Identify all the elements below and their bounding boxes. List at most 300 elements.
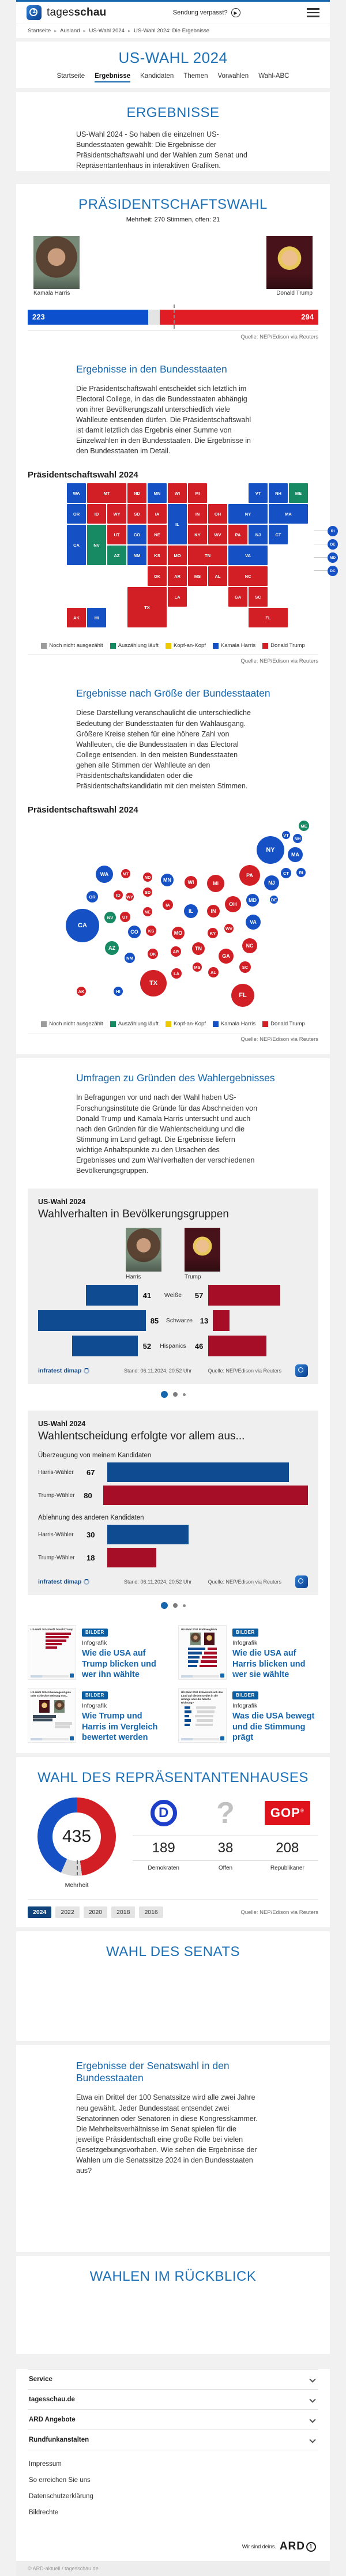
trump-photo (266, 236, 313, 289)
state-tile-FL[interactable]: FL (249, 608, 288, 627)
missed-broadcast-link[interactable] (173, 8, 240, 17)
tab-wahl-abc[interactable]: Wahl-ABC (258, 73, 289, 80)
teaser-thumbnail (28, 1688, 76, 1743)
legend-label: Noch nicht ausgezählt (49, 1021, 103, 1028)
house-majority-marker (77, 1860, 78, 1875)
legend-swatch-icon (110, 643, 116, 649)
ard-tagline: Wir sind deins. (242, 2544, 276, 2550)
state-bubble-LA[interactable]: LA (171, 968, 182, 979)
voter-bar (107, 1525, 189, 1544)
voter-group-label: Trump-Wähler (38, 1492, 75, 1499)
bilder-badge: BILDER (232, 1629, 258, 1637)
states-results-text: Die Präsidentschaftswahl entscheidet sich letztlich im Electoral College, in das die Bundesstaaten abhängig von ihrer Bevölkerungszahl unterschiedlich viele Wahlleute entsenden dürfen. Die Präsidentschaftswahl ist damit letztlich das Ergebnis einer Summe von Einzelwahlen in den Bundesstaaten. Die Ergebnisse in den Bundesstaaten im Detail. (76, 384, 251, 456)
thumb-title: US-Wahl 2024 Profil Donald Trump (31, 1628, 73, 1631)
trump-bar-cell (208, 1336, 308, 1356)
year-buttons (28, 1906, 163, 1918)
legend-label: Auszählung läuft (118, 642, 159, 649)
trump-value: 57 (194, 1291, 204, 1300)
state-bubble-ME[interactable]: ME (299, 821, 309, 831)
state-bubble-PA[interactable]: PA (239, 865, 260, 886)
carousel-dot-1[interactable] (161, 1602, 168, 1609)
footer-accordion-label: tagesschau.de (29, 2396, 75, 2404)
state-bubble-WV[interactable]: WV (224, 924, 234, 933)
carousel-dot-1[interactable] (161, 1391, 168, 1398)
thumb-bar (46, 1636, 69, 1639)
state-circle-RI[interactable]: RI (328, 526, 338, 536)
state-bubble-WA[interactable]: WA (96, 866, 113, 883)
thumb-ard-icon (70, 1736, 74, 1740)
state-tile-ME[interactable]: ME (289, 483, 308, 503)
thumb-title: US-Wahl 2024 Entwickelt sich das Land auf diesem Gebiet in die richtige oder die falsche Richtung? (181, 1691, 223, 1704)
state-tile-MT[interactable]: MT (87, 483, 126, 503)
thumb-ard-icon (220, 1674, 224, 1678)
state-bubble-MT[interactable]: MT (121, 869, 130, 878)
state-bubble-MA[interactable]: MA (288, 847, 303, 862)
state-tile-OH[interactable]: OH (208, 504, 227, 524)
decision-row (38, 1462, 308, 1482)
state-bubble-MN[interactable]: MN (161, 874, 174, 886)
state-bubble-MO[interactable]: MO (172, 927, 185, 939)
footer-link-datenschutzerkl-rung[interactable]: Datenschutzerklärung (29, 2493, 93, 2500)
play-icon[interactable]: ▶ (231, 8, 240, 17)
chart-title: Wahlverhalten in Bevölkerungsgruppen (38, 1208, 229, 1221)
legend-item (262, 642, 305, 649)
copyright: © ARD-aktuell / tagesschau.de (16, 2561, 330, 2576)
harris-name: Kamala Harris (33, 289, 70, 296)
state-bubble-DE[interactable]: DE (270, 896, 278, 904)
legend-item (110, 1021, 159, 1027)
state-tile-NC[interactable]: NC (228, 566, 268, 586)
state-bubble-IA[interactable]: IA (163, 900, 173, 910)
polls-heading[interactable]: Umfragen zu Gründen des Wahlergebnisses (76, 1072, 275, 1084)
size-results-heading[interactable]: Ergebnisse nach Größe der Bundesstaaten (76, 687, 270, 700)
state-tile-CO[interactable]: CO (127, 525, 146, 544)
state-bubble-AR[interactable]: AR (171, 946, 181, 957)
state-bubble-NY[interactable]: NY (257, 836, 284, 864)
legend-item (166, 642, 206, 649)
state-bubble-KY[interactable]: KY (208, 928, 218, 938)
harris-thumb-photo (126, 1228, 161, 1272)
teaser-kicker: Infografik (82, 1639, 107, 1647)
legend-label: Kopf-an-Kopf (173, 642, 206, 649)
house-total: 435 (62, 1827, 92, 1847)
section-title-review: WAHLEN IM RÜCKBLICK (89, 2269, 257, 2285)
trump-thumb-label: Trump (185, 1274, 201, 1281)
state-bubble-VT[interactable]: VT (282, 831, 290, 839)
state-bubble-WI[interactable]: WI (185, 876, 197, 889)
state-tile-KY[interactable]: KY (188, 525, 207, 544)
gop-label: Republikaner (270, 1865, 304, 1872)
carousel-dots (16, 1595, 330, 1612)
state-tile-PA[interactable]: PA (228, 525, 247, 544)
trump-votes: 294 (301, 312, 314, 321)
demographics-rows (38, 1285, 308, 1356)
legend-item (213, 642, 255, 649)
tab-themen[interactable]: Themen (183, 73, 208, 80)
infratest-arc-icon (84, 1368, 89, 1374)
teaser-kicker: Infografik (232, 1639, 258, 1647)
state-tile-SD[interactable]: SD (127, 504, 146, 524)
state-bubble-FL[interactable]: FL (231, 984, 254, 1007)
harris-bar-segment (28, 310, 148, 325)
section-title-ergebnisse: ERGEBNISSE (126, 105, 220, 121)
decision-group-label: Ablehnung des anderen Kandidaten (38, 1514, 144, 1522)
voter-bar (107, 1462, 289, 1482)
senate-states-heading[interactable]: Ergebnisse der Senatswahl in den Bundesstaaten (76, 2060, 230, 2084)
open-seats: 38 (194, 1836, 256, 1861)
footer-accordion-label: Rundfunkanstalten (29, 2436, 89, 2444)
year-button-2022[interactable]: 2022 (55, 1906, 79, 1918)
thumb-row (185, 1723, 224, 1726)
state-bubble-NM[interactable]: NM (125, 953, 135, 963)
state-bubble-IL[interactable]: IL (184, 904, 198, 918)
harris-bar (72, 1336, 138, 1356)
thumb-photo-trump (204, 1633, 215, 1645)
thumb-bar (185, 1710, 191, 1713)
legend-label: Kamala Harris (220, 642, 256, 649)
state-bubble-NC[interactable]: NC (242, 938, 257, 953)
thumb-photo-harris (54, 1700, 65, 1713)
tab-startseite[interactable]: Startseite (57, 73, 85, 80)
chart-source: Quelle: NEP/Edison via Reuters (208, 1579, 281, 1585)
voter-group-label: Harris-Wähler (38, 1531, 74, 1538)
state-bubble-AZ[interactable]: AZ (105, 941, 119, 955)
thumb-row (181, 1660, 224, 1663)
teaser-kicker: Infografik (232, 1702, 258, 1710)
carousel-dot-3[interactable] (183, 1604, 186, 1607)
source-note: Quelle: NEP/Edison via Reuters (28, 330, 318, 348)
harris-bar (38, 1310, 146, 1331)
tab-vorwahlen[interactable]: Vorwahlen (217, 73, 249, 80)
thumb-row (181, 1655, 224, 1659)
legend-item (41, 642, 103, 649)
state-tile-OR[interactable]: OR (67, 504, 86, 524)
page-title: US-WAHL 2024 (118, 49, 228, 66)
dem-seats: 189 (133, 1836, 194, 1861)
thumb-bar (204, 1652, 217, 1654)
state-tile-AR[interactable]: AR (168, 566, 187, 586)
teaser-thumbnail (178, 1625, 227, 1680)
state-circle-DE[interactable]: DE (328, 539, 338, 550)
chart-stand: Stand: 06.11.2024, 20:52 Uhr (124, 1579, 192, 1585)
harris-value: 41 (142, 1291, 152, 1300)
thumb-bar (33, 1715, 56, 1718)
state-bubble-ID[interactable]: ID (114, 890, 123, 900)
hub-tabs (16, 70, 330, 88)
thumb-row (185, 1705, 224, 1709)
teaser-thumbnail (28, 1625, 76, 1680)
year-button-2018[interactable]: 2018 (111, 1906, 135, 1918)
section-title-praesidentschaftswahl: PRÄSIDENTSCHAFTSWAHL (78, 196, 268, 212)
site-header (16, 0, 330, 38)
legend-label: Kamala Harris (220, 1021, 256, 1028)
thumb-title: US-Wahl 2024 Profilvergleich (181, 1628, 217, 1631)
state-tile-AZ[interactable]: AZ (107, 546, 126, 565)
hamburger-menu-icon[interactable] (307, 8, 319, 17)
state-bubble-NV[interactable]: NV (104, 912, 116, 923)
ard-logo-icon (295, 1364, 308, 1377)
teaser-title[interactable]: Wie Trump und Harris im Vergleich bewertet werden (82, 1712, 158, 1742)
thumb-footer (181, 1738, 219, 1740)
harris-photo (33, 236, 80, 289)
breadcrumb (16, 24, 330, 38)
ard-wordmark: ARD 1 (280, 2540, 316, 2553)
carousel-dots (16, 1384, 330, 1401)
senate-chart-placeholder (16, 1960, 330, 2041)
breadcrumb-item[interactable]: US-Wahl 2024: Die Ergebnisse (133, 28, 210, 34)
state-tile-ID[interactable]: ID (87, 504, 106, 524)
house-col-gop (257, 1795, 318, 1871)
state-bubble-AK[interactable]: AK (77, 987, 86, 996)
thumb-bar (188, 1656, 200, 1659)
state-tile-AK[interactable]: AK (67, 608, 86, 627)
thumb-bar (185, 1715, 189, 1718)
state-tile-HI[interactable]: HI (87, 608, 106, 627)
intro-text: US-Wahl 2024 - So haben die einzelnen US-Bundesstaaten gewählt: Die Ergebnisse der Präsidentschaftswahl und der Wahlen zum Senat und Repräsentantenhaus in interaktiven Grafiken. (76, 130, 247, 170)
state-tile-VA[interactable]: VA (228, 546, 268, 565)
state-bubble-WY[interactable]: WY (126, 893, 134, 901)
state-tile-VT[interactable]: VT (249, 483, 268, 503)
state-tile-NY[interactable]: NY (228, 504, 268, 524)
tab-ergebnisse[interactable]: Ergebnisse (95, 73, 130, 82)
trump-bar-cell (208, 1285, 308, 1306)
footer-links (28, 2456, 318, 2521)
majority-marker (174, 304, 175, 329)
state-tile-MO[interactable]: MO (168, 546, 187, 565)
footer-accordion-tagesschau-de[interactable] (28, 2389, 318, 2409)
state-tile-MN[interactable]: MN (148, 483, 167, 503)
state-tile-AL[interactable]: AL (208, 566, 227, 586)
state-tile-WA[interactable]: WA (67, 483, 86, 503)
trump-value: 13 (200, 1316, 209, 1325)
size-results-text: Diese Darstellung veranschaulicht die unterschiedliche Bedeutung der Bundesstaaten für den Wahlausgang. Größere Kreise stehen für eine höhere Zahl von Wahlleuten, die die Bundesstaaten in das Electoral College entsenden. In den meisten Bundesstaaten gehen alle Stimmen der Wahlleute an den Präsidentschaftskandidaten oder die Präsidentschaftskandidatin mit den meisten Stimmen. (76, 709, 251, 791)
tagesschau-logo-icon[interactable] (27, 5, 42, 20)
teaser-item[interactable] (28, 1625, 168, 1680)
state-bubble-NJ[interactable]: NJ (264, 875, 279, 890)
state-connector-line (314, 570, 328, 571)
state-bubble-GA[interactable]: GA (219, 949, 234, 964)
decision-chart-card (28, 1411, 318, 1595)
state-tile-LA[interactable]: LA (168, 587, 187, 607)
states-results-heading[interactable]: Ergebnisse in den Bundesstaaten (76, 363, 227, 375)
state-bubble-KS[interactable]: KS (146, 926, 156, 936)
state-tile-IL[interactable]: IL (168, 504, 187, 544)
state-bubble-NH[interactable]: NH (293, 834, 302, 843)
state-bubble-OK[interactable]: OK (148, 949, 158, 959)
trump-bar-cell (213, 1310, 308, 1331)
state-bubble-AL[interactable]: AL (208, 967, 219, 977)
footer-accordion-label: Service (29, 2376, 52, 2383)
legend-swatch-icon (262, 643, 268, 649)
teaser-item[interactable] (28, 1688, 168, 1743)
state-connector-line (314, 557, 328, 558)
carousel-dot-3[interactable] (183, 1393, 186, 1396)
tab-kandidaten[interactable]: Kandidaten (140, 73, 174, 80)
cartogram-source: Quelle: NEP/Edison via Reuters (28, 1033, 318, 1054)
logo-one: 1 (32, 8, 36, 14)
house-donut-chart (37, 1797, 116, 1876)
thumb-footer (31, 1738, 69, 1740)
chart-stand: Stand: 06.11.2024, 20:52 Uhr (124, 1368, 192, 1374)
state-bubble-MD[interactable]: MD (246, 894, 259, 907)
chart-source: Quelle: NEP/Edison via Reuters (208, 1368, 281, 1374)
state-bubble-CO[interactable]: CO (128, 926, 141, 938)
teaser-kicker: Infografik (82, 1702, 107, 1710)
state-tile-NH[interactable]: NH (269, 483, 288, 503)
gop-seats: 208 (257, 1836, 318, 1861)
state-tile-SC[interactable]: SC (249, 587, 268, 607)
legend-item (41, 1021, 103, 1027)
state-tile-WY[interactable]: WY (107, 504, 126, 524)
majority-note: Mehrheit: 270 Stimmen, offen: 21 (126, 216, 220, 223)
state-tile-TN[interactable]: TN (188, 546, 227, 565)
footer-accordion-rundfunkanstalten[interactable] (28, 2430, 318, 2450)
state-circle-DC[interactable]: DC (328, 566, 338, 576)
thumb-bar (55, 1722, 72, 1725)
state-tile-MA[interactable]: MA (269, 504, 308, 524)
demographics-row (38, 1285, 308, 1306)
legend-swatch-icon (166, 643, 171, 649)
legend-label: Noch nicht ausgezählt (49, 642, 103, 649)
geo-map-source: Quelle: NEP/Edison via Reuters (28, 655, 318, 672)
brand-light: tages (47, 6, 74, 18)
state-bubble-CA[interactable]: CA (66, 909, 99, 942)
state-tile-NV[interactable]: NV (87, 525, 106, 565)
legend-swatch-icon (41, 1021, 47, 1027)
state-circle-MD[interactable]: MD (328, 552, 338, 563)
teaser-title[interactable]: Wie die USA auf Trump blicken und wer ihn wählte (82, 1649, 156, 1679)
state-tile-GA[interactable]: GA (228, 587, 247, 607)
state-bubble-IN[interactable]: IN (207, 905, 220, 917)
geo-map-title: Präsidentschaftswahl 2024 (28, 470, 138, 480)
state-tile-MI[interactable]: MI (188, 483, 207, 503)
breadcrumb-item[interactable]: Startseite (28, 28, 51, 34)
chevron-down-icon (309, 2417, 315, 2423)
gop-logo-icon: GOP® (265, 1801, 310, 1825)
thumb-bar (195, 1715, 213, 1718)
state-tile-ND[interactable]: ND (127, 483, 146, 503)
trump-bar (208, 1336, 266, 1356)
thumb-bar (188, 1648, 205, 1650)
state-tile-WV[interactable]: WV (208, 525, 227, 544)
state-tile-MS[interactable]: MS (188, 566, 207, 586)
trump-thumb-photo (185, 1228, 220, 1272)
state-tile-CT[interactable]: CT (269, 525, 288, 544)
carousel-dot-2[interactable] (173, 1392, 178, 1397)
thumb-bar (46, 1639, 66, 1642)
house-col-dem (133, 1795, 194, 1871)
state-bubble-SD[interactable]: SD (143, 888, 152, 897)
thumb-bar (195, 1724, 213, 1727)
legend-label: Kopf-an-Kopf (173, 1021, 206, 1028)
infratest-arc-icon (84, 1579, 89, 1585)
voter-bar (103, 1486, 308, 1505)
voter-value: 80 (84, 1491, 92, 1500)
legend-item (166, 1021, 206, 1027)
state-tile-NE[interactable]: NE (148, 525, 167, 544)
state-bubble-CT[interactable]: CT (281, 868, 291, 878)
trump-bar-segment (160, 310, 318, 325)
state-bubble-SC[interactable]: SC (239, 961, 251, 973)
state-tile-CA[interactable]: CA (67, 525, 86, 565)
category-label: Weiße (164, 1292, 182, 1299)
year-button-2024[interactable]: 2024 (28, 1906, 51, 1918)
state-bubble-TN[interactable]: TN (192, 942, 205, 955)
state-tile-KS[interactable]: KS (148, 546, 167, 565)
state-tile-UT[interactable]: UT (107, 525, 126, 544)
democrats-logo-icon: D (151, 1800, 177, 1826)
teaser-title[interactable]: Was die USA bewegt und die Stimmung prägt (232, 1712, 315, 1742)
voter-group-label: Harris-Wähler (38, 1469, 74, 1476)
footer-link-bildrechte[interactable]: Bildrechte (29, 2509, 59, 2517)
legend-swatch-icon (166, 1021, 171, 1027)
state-bubble-NE[interactable]: NE (143, 907, 152, 916)
breadcrumb-item[interactable]: Ausland (60, 28, 80, 34)
footer-accordion-service[interactable] (28, 2369, 318, 2389)
category-label: Schwarze (166, 1317, 193, 1325)
thumb-row (181, 1651, 224, 1654)
breadcrumb-separator-icon: ▸ (127, 28, 130, 33)
thumb-bar (33, 1718, 52, 1721)
thumb-bar (208, 1648, 217, 1650)
state-tile-OK[interactable]: OK (148, 566, 167, 586)
state-tile-TX[interactable]: TX (127, 587, 167, 627)
trump-bar (208, 1285, 280, 1306)
state-bubble-OR[interactable]: OR (86, 891, 98, 902)
state-bubble-UT[interactable]: UT (120, 912, 130, 922)
carousel-dot-2[interactable] (173, 1603, 178, 1608)
chart-kicker: US-Wahl 2024 (38, 1420, 86, 1428)
state-bubble-HI[interactable]: HI (114, 987, 123, 996)
footer-link-so-erreichen-sie-uns[interactable]: So erreichen Sie uns (29, 2477, 91, 2484)
state-bubble-ND[interactable]: ND (143, 873, 152, 882)
open-question-icon: ? (216, 1796, 235, 1830)
state-tile-NJ[interactable]: NJ (249, 525, 268, 544)
teaser-item[interactable] (178, 1688, 318, 1743)
state-bubble-MS[interactable]: MS (193, 962, 202, 972)
thumb-row (181, 1664, 224, 1667)
house-source: Quelle: NEP/Edison via Reuters (240, 1909, 318, 1916)
chart-kicker: US-Wahl 2024 (38, 1198, 86, 1206)
thumb-ard-icon (70, 1674, 74, 1678)
thumb-bar (201, 1660, 217, 1663)
thumb-bar (196, 1706, 216, 1709)
breadcrumb-item[interactable]: US-Wahl 2024 (89, 28, 125, 34)
state-bubble-OH[interactable]: OH (225, 896, 241, 912)
year-button-2020[interactable]: 2020 (84, 1906, 107, 1918)
voter-value: 30 (86, 1530, 95, 1539)
state-bubble-RI[interactable]: RI (296, 868, 306, 877)
legend-item (262, 1021, 305, 1027)
state-bubble-VA[interactable]: VA (246, 915, 261, 930)
harris-bar-cell (38, 1285, 138, 1306)
brand-wordmark[interactable] (47, 6, 106, 19)
footer-accordion-label: ARD Angebote (29, 2416, 76, 2424)
state-bubble-TX[interactable]: TX (140, 970, 167, 996)
teaser-title[interactable]: Wie die USA auf Harris blicken und wer sie wählte (232, 1649, 306, 1679)
state-bubble-MI[interactable]: MI (207, 875, 224, 892)
state-tile-NM[interactable]: NM (127, 546, 146, 565)
state-tile-IA[interactable]: IA (148, 504, 167, 524)
year-button-2016[interactable]: 2016 (139, 1906, 163, 1918)
state-tile-IN[interactable]: IN (188, 504, 207, 524)
state-tile-WI[interactable]: WI (168, 483, 187, 503)
footer-link-impressum[interactable]: Impressum (29, 2461, 62, 2468)
footer-accordion-ard-angebote[interactable] (28, 2409, 318, 2430)
voter-bar (107, 1548, 156, 1567)
teaser-item[interactable] (178, 1625, 318, 1680)
decision-groups (38, 1452, 308, 1567)
